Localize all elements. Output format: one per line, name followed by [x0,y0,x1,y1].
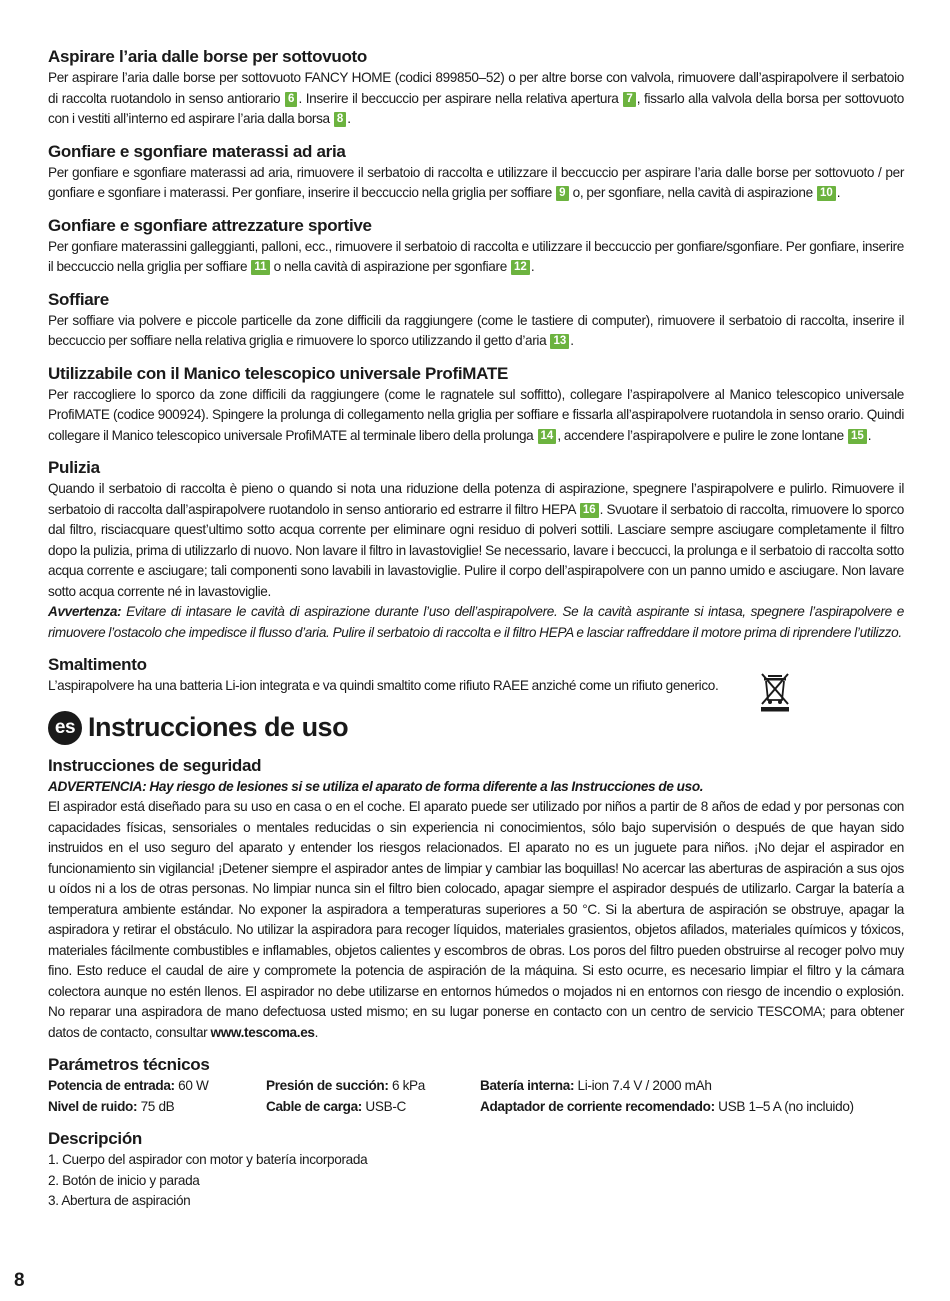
figure-ref-badge: 11 [251,260,269,275]
section-cleaning [48,457,904,643]
section-text: Per soffiare via polvere e piccole particelle da zone difficili da raggiungere (come le tastiere di computer), rimuovere il serbatoio di raccolta, inserire il beccuccio per soffiare nella relativa griglia e rimuovere lo sporco utilizzando il getto d’aria 13 . [48,312,904,348]
warning-label: Avvertenza: [48,604,122,619]
parameter-item: Potencia de entrada: 60 W [48,1078,209,1093]
section-heading: Descripción [48,1129,143,1148]
parameter-item: Presión de succión: 6 kPa [266,1078,425,1093]
section-disposal [48,654,904,697]
figure-ref-badge: 15 [848,429,867,444]
figure-ref-badge: 14 [538,429,557,444]
section-text: Per raccogliere lo sporco da zone difficili da raggiungere (come le ragnatele sul soffitto), collegare l’aspirapolvere al Manico telescopico universale ProfiMATE (codice 900924). Spingere la prolunga di collegamento nella griglia per soffiare e fissarla all’aspirapolvere ruotandola in senso orario. Quindi collegare il Manico telescopico universale ProfiMATE al terminale libero della prolunga 14 , accendere l’aspirapolvere e pulire le zone lontane 15 . [48,386,904,443]
section-text: Per gonfiare e sgonfiare materassi ad aria, rimuovere il serbatoio di raccolta e utilizzare il beccuccio per aspirare l’aria dalle borse per sottovuoto / per gonfiare e sgonfiare i materassi. Per gonfiare, inserire il beccuccio nella griglia per soffiare 9 o, per sgonfiare, nella cavità di aspirazione 10 . [48,164,904,200]
figure-ref-badge: 7 [623,92,635,107]
section-heading: Parámetros técnicos [48,1055,210,1074]
description-list [48,1150,904,1212]
figure-ref-badge: 8 [334,112,346,127]
section-vacuum-bags [48,46,904,130]
figure-ref-badge: 13 [550,334,569,349]
section-heading: Smaltimento [48,655,147,674]
list-item: 2. Botón de inicio y parada [48,1172,200,1188]
section-heading: Gonfiare e sgonfiare attrezzature sportive [48,215,372,235]
section-profimate [48,363,904,447]
section-parameters [48,1054,904,1117]
website-link: www.tescoma.es [210,1024,315,1040]
section-text: Per gonfiare materassini galleggianti, palloni, ecc., rimuovere il serbatoio di raccolta e utilizzare il beccuccio per gonfiare/sgonfiare. Per gonfiare, inserire il beccuccio nella griglia per soffiare 11 o nella cavità di aspirazione per sgonfiare 12 . [48,238,904,274]
section-heading: Utilizzabile con il Manico telescopico universale ProfiMATE [48,363,508,383]
section-heading: Instrucciones de seguridad [48,755,262,775]
figure-ref-badge: 9 [556,186,568,201]
section-text: L’aspirapolvere ha una batteria Li-ion integrata e va quindi smaltito come rifiuto RAEE anziché come un rifiuto generico. [48,678,719,693]
warning-text: ADVERTENCIA: Hay riesgo de lesiones si se utiliza el aparato de forma diferente a las Instrucciones de uso. [48,778,704,794]
figure-ref-badge: 6 [285,92,297,107]
figure-ref-badge: 12 [511,260,530,275]
section-mattress [48,141,904,204]
figure-ref-badge: 10 [817,186,836,201]
section-sports [48,215,904,278]
parameter-item: Adaptador de corriente recomendado: USB 1–5 A (no incluido) [480,1098,854,1114]
page-number: 8 [14,1270,25,1291]
section-heading: Aspirare l’aria dalle borse per sottovuoto [48,47,367,66]
section-text: Per aspirare l’aria dalle borse per sottovuoto FANCY HOME (codici 899850–52) o per altre borse con valvola, rimuovere dall’aspirapolvere il serbatoio di raccolta ruotandolo in senso antiorario 6 . Inserire il beccuccio per aspirare nella relativa apertura 7 , fissarlo alla valvola della borsa per sottovuoto con i vestiti all’interno ed aspirare l’aria dalla borsa 8 . [48,70,905,126]
list-item: 3. Abertura de aspiración [48,1193,191,1208]
section-text: Quando il serbatoio di raccolta è pieno o quando si nota una riduzione della potenza di aspirazione, spegnere l’aspirapolvere e pulirlo. Rimuovere il serbatoio di raccolta dall’aspirapolvere ruotandolo in senso antiorario ed estrarre il filtro HEPA 16 . Svuotare il serbatoio di raccolta, rimuovere lo sporco dal filtro, risciacquare quest’ultimo sotto acqua corrente per eliminare ogni residuo di polveri sottili. Lasciare sempre asciugare completamente il filtro dopo la pulizia, prima di utilizzarlo di nuovo. Non lavare il filtro in lavastoviglie! Se necessario, lavare i beccucci, la prolunga e il serbatoio di raccolta sotto acqua corrente e asciugare; tali componenti sono lavabili in lavastoviglie. Pulire il corpo dell’aspirapolvere con un panno umido e asciugare. Non lavare sotto acqua corrente né in lavastoviglie. [48,481,904,599]
manual-page [48,46,904,1223]
section-heading: Soffiare [48,289,109,309]
language-section-title: Instrucciones de uso [88,712,349,742]
parameter-item: Nivel de ruido: 75 dB [48,1098,175,1114]
figure-ref-badge: 16 [580,503,599,518]
list-item: 1. Cuerpo del aspirador con motor y batería incorporada [48,1152,368,1167]
section-text: El aspirador está diseñado para su uso en casa o en el coche. El aparato puede ser utilizado por niños a partir de 8 años de edad y por personas con capacidades físicas, sensoriales o mentales reducidas o sin experiencia ni conocimientos, sólo bajo supervisión o después de que hayan sido instruidos en el uso seguro del aparato y entender los riesgos relacionados. El aparato no es un juguete para niños. ¡No dejar el aspirador en funcionamiento sin vigilancia! ¡Detener siempre el aspirador antes de limpiar y cambiar las boquillas! No acercar las aberturas de aspiración a sus ojos u oídos ni a los de otras personas. No limpiar nunca sin el filtro bien colocado, apagar siempre el aspirador después de utilizarlo. Cargar la batería a temperatura ambiente estándar. No exponer la aspiradora a temperaturas superiores a 50 °C. Si la abertura de aspiración se obstruye, apagar la aspiradora y retirar el obstáculo. No utilizar la aspiradora para recoger líquidos, materiales grasientos, objetos afilados, materiales químicos y tóxicos, materiales fácilmente combustibles e inflamables, objetos calientes y escombros de obras. Los poros del filtro pueden obstruirse al recoger polvo muy fino. Esto reduce el caudal de aire y compromete la potencia de aspiración de la máquina. Si esto ocurre, es necesario limpiar el filtro y la cámara colectora aunque no estén llenos. El aspirador no debe utilizarse en entornos húmedos o mojados ni en entornos con riesgo de incendio o explosión. No reparar una aspiradora de mano defectuosa usted mismo; en su lugar ponerse en contacto con un centro de servicio TESCOMA; para obtener datos de contacto, consultar www.tescoma.es. [48,799,904,1040]
section-blowing [48,289,904,352]
parameters-grid [48,1076,904,1117]
parameter-item: Cable de carga: USB-C [266,1098,406,1114]
language-section-header [48,711,904,745]
weee-crossed-bin-icon [760,672,790,712]
section-safety [48,755,904,1044]
section-heading: Pulizia [48,458,100,477]
section-heading: Gonfiare e sgonfiare materassi ad aria [48,141,346,161]
language-code-badge: es [48,711,82,745]
section-description [48,1128,904,1212]
parameter-item: Batería interna: Li-ion 7.4 V / 2000 mAh [480,1078,712,1093]
warning-text: Avvertenza: Evitare di intasare le cavità di aspirazione durante l’uso dell’aspirapolvere. Se la cavità aspirante si intasa, spegnere l’aspirapolvere e rimuovere l’ostacolo che impedisce il flusso d’aria. Pulire il serbatoio di raccolta e il filtro HEPA e lasciar raffreddare il motore prima di riprendere l’utilizzo. [48,604,904,640]
